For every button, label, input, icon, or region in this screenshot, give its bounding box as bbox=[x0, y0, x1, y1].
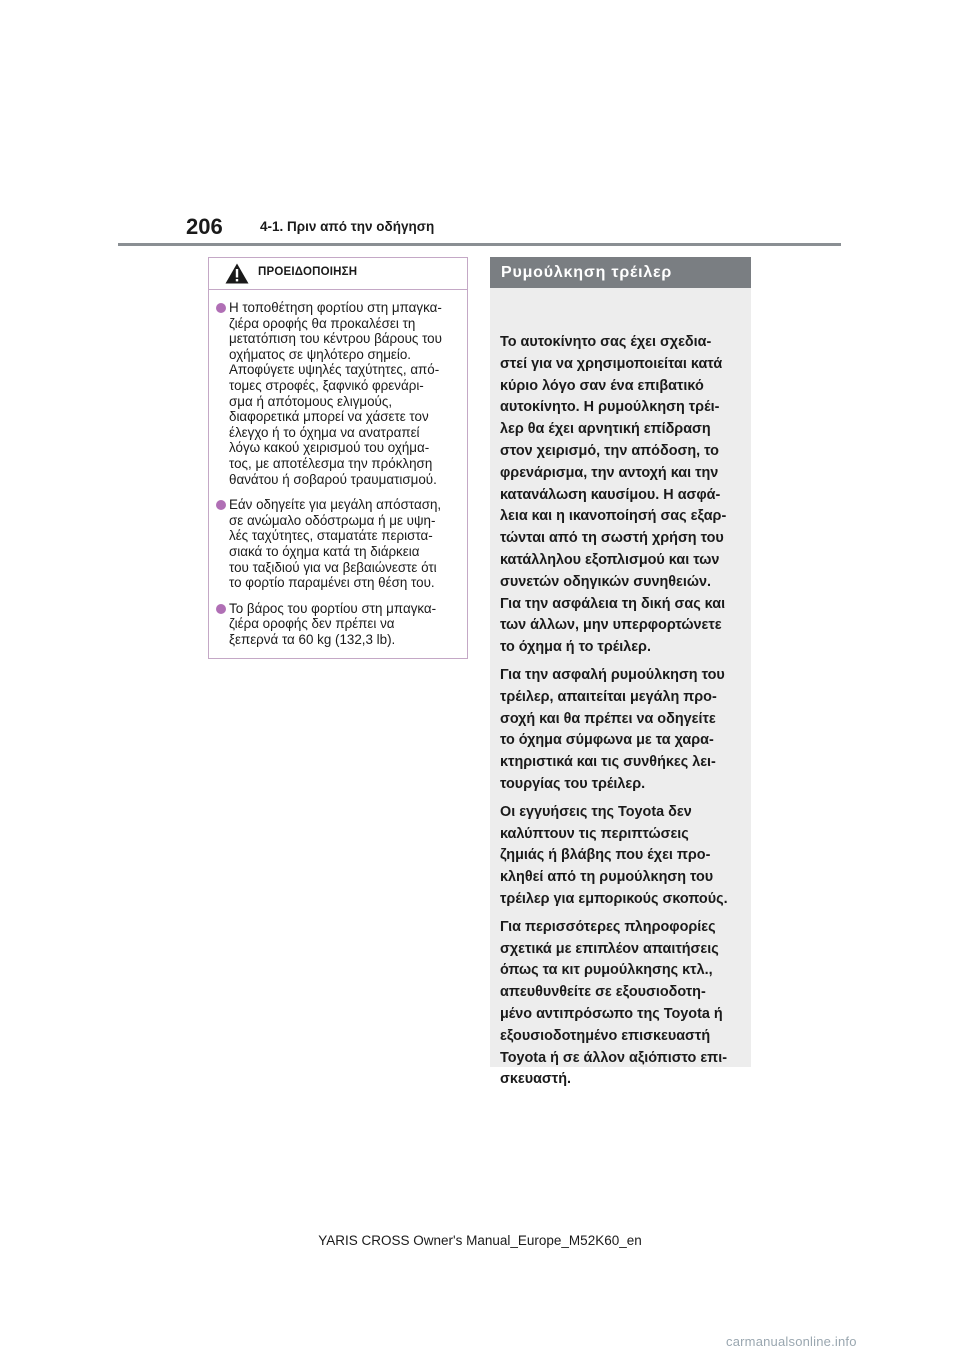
warning-item bbox=[216, 601, 457, 648]
warning-box bbox=[208, 257, 468, 659]
header-divider bbox=[118, 243, 841, 246]
info-paragraph: Για την ασφαλή ρυμούλκηση του τρέιλερ, απαιτείται μεγάλη προ- σοχή και θα πρέπει να οδηγείτε το όχημα σύμφωνα με τα χαρα- κτηριστικά και τις συνθήκες λει- τουργίας του τρέιλερ. bbox=[500, 666, 725, 792]
info-title: Ρυμούλκηση τρέιλερ bbox=[490, 257, 751, 288]
footer-text: YARIS CROSS Owner's Manual_Europe_M52K60_en bbox=[318, 1233, 642, 1248]
info-box bbox=[490, 257, 751, 1088]
section-title: 4-1. Πριν από την οδήγηση bbox=[260, 219, 435, 234]
page-number: 206 bbox=[186, 214, 223, 239]
info-paragraph: Το αυτοκίνητο σας έχει σχεδια- στεί για να χρησιμοποιείται κατά κύριο λόγο σαν ένα επιβατικό αυτοκίνητο. Η ρυμούλκηση τρέι- λερ θα έχει αρνητική επίδραση στον χειρισμό, την απόδοση, το φρενάρισμα, την αντοχή και την κατανάλωση καυσίμου. Η ασφά- λεια και η ικανοποίησή σας εξαρ- τώνται από τη σωστή χρήση του κατάλληλου εξοπλισμού και των συνετών οδηγικών συνηθειών. Για την ασφάλεια τη δική σας και των άλλων, μην υπερφορτώνετε το όχημα ή το τρέιλερ. bbox=[500, 334, 727, 656]
warning-item-text: Η τοποθέτηση φορτίου στη μπαγκα- ζιέρα οροφής θα προκαλέσει τη μετατόπιση του κέντρου βάρους του οχήματος σε ψηλότερο σημείο. Αποφύγετε υψηλές ταχύτητες, από- τομες στροφές, ξαφνικό φρενάρι- σμα ή απότομους ελιγμούς, διαφορετικά μπορεί να χάσετε τον έλεγχο ή το όχημα να ανατραπεί λόγω κακού χειρισμού του οχήμα- τος, με αποτέλεσμα την πρόκληση θανάτου ή σοβαρού τραυματισμού. bbox=[229, 300, 442, 487]
info-body bbox=[490, 288, 751, 1091]
bullet-icon bbox=[216, 500, 226, 510]
watermark: carmanualsonline.info bbox=[726, 1334, 857, 1349]
warning-title: ΠΡΟΕΙΔΟΠΟΙΗΣΗ bbox=[258, 266, 358, 278]
warning-item-text: Το βάρος του φορτίου στη μπαγκα- ζιέρα οροφής δεν πρέπει να ξεπερνά τα 60 kg (132,3 lb). bbox=[229, 600, 437, 647]
info-paragraph: Για περισσότερες πληροφορίες σχετικά με επιπλέον απαιτήσεις όπως τα κιτ ρυμούλκησης κτλ., απευθυνθείτε σε εξουσιοδοτη- μένο αντιπρόσωπο της Toyota ή εξουσιοδοτημένο επισκευαστή Toyota ή σε άλλον αξιόπιστο επι- σκευαστή. bbox=[500, 918, 727, 1088]
warning-item bbox=[216, 497, 457, 591]
warning-header bbox=[209, 258, 467, 290]
warning-list bbox=[209, 290, 467, 647]
warning-item bbox=[216, 300, 457, 487]
info-paragraph: Οι εγγυήσεις της Toyota δεν καλύπτουν τις περιπτώσεις ζημιάς ή βλάβης που έχει προ- κληθεί από τη ρυμούλκηση του τρέιλερ για εμπορικούς σκοπούς. bbox=[500, 803, 728, 907]
warning-triangle-icon bbox=[225, 263, 249, 284]
warning-item-text: Εάν οδηγείτε για μεγάλη απόσταση, σε ανώμαλο οδόστρωμα ή με υψη- λές ταχύτητες, σταματάτε περιστα- σιακά το όχημα κατά τη διάρκεια του ταξιδιού για να βεβαιώνεστε ότι το φορτίο παραμένει στη θέση του. bbox=[229, 497, 442, 591]
bullet-icon bbox=[216, 303, 226, 313]
bullet-icon bbox=[216, 604, 226, 614]
